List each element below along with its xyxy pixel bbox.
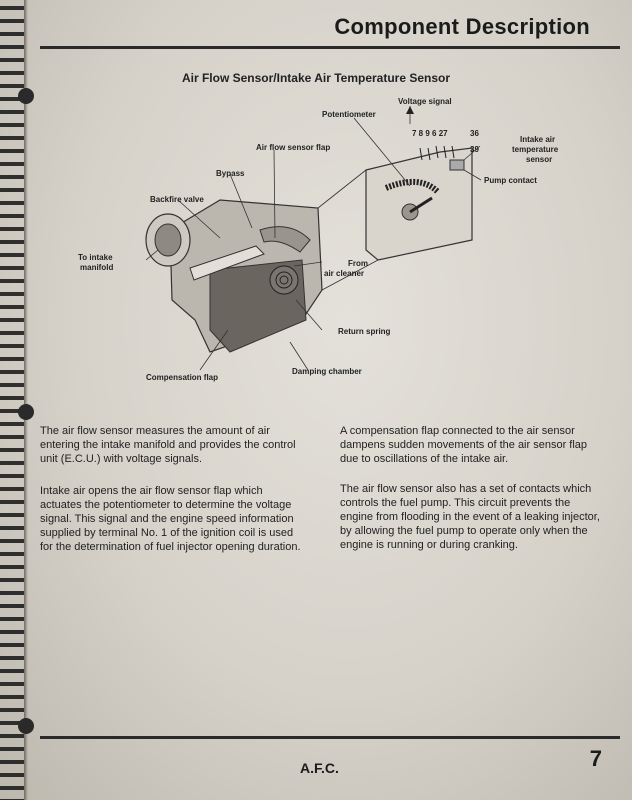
label-terminals: 7 8 9 6 27 [412,129,448,138]
label-backfire-valve: Backfire valve [150,195,204,204]
label-pump-contact: Pump contact [484,176,537,185]
paragraph-fuel-pump-contacts: The air flow sensor also has a set of contacts which controls the fuel pump. This circuit prevents the engine from flooding in the event of a leaking injector, by allowing the fuel pump to operate only when the engine is running or during cranking. [340,483,600,551]
label-return-spring: Return spring [338,327,391,336]
label-intake-air-line3: sensor [526,155,553,164]
header-rule [40,46,620,49]
label-damping-chamber: Damping chamber [292,367,362,376]
label-terminal-36: 36 [470,129,479,138]
label-from-line2: air cleaner [324,269,365,278]
punch-hole [18,718,34,734]
potentiometer-housing [366,146,472,260]
footer-label: A.F.C. [300,760,339,776]
punch-hole [18,404,34,420]
footer-rule [40,736,620,739]
label-intake-air-line2: temperature [512,145,559,154]
label-bypass: Bypass [216,169,245,178]
label-compensation-flap: Compensation flap [146,373,219,382]
paragraph-air-flow-measurement: The air flow sensor measures the amount of air entering the intake manifold and provides the control unit (E.C.U.) with voltage signals. [40,425,296,465]
label-from-line1: From [348,259,368,268]
figure-title: Air Flow Sensor/Intake Air Temperature Sensor [181,71,451,85]
label-terminal-39: 39 [470,145,479,154]
label-to-intake-line2: manifold [80,263,114,272]
spiral-binding [0,0,24,800]
punch-hole [18,88,34,104]
page-number: 7 [589,746,602,771]
air-flow-sensor-housing [146,200,322,352]
label-intake-air-line1: Intake air [520,135,556,144]
air-flow-sensor-diagram [60,90,600,390]
paragraph-compensation-flap: A compensation flap connected to the air sensor dampens sudden movements of the air sensor flap due to oscillations of the intake air. [340,425,588,465]
label-to-intake-line1: To intake [78,253,113,262]
paragraph-flap-potentiometer: Intake air opens the air flow sensor flap which actuates the potentiometer to determine the voltage signal. This signal and the engine speed information supplied by terminal No. 1 of the ignition coil is used for the determination of fuel injector opening duration. [40,485,301,553]
label-air-flow-sensor-flap: Air flow sensor flap [256,143,331,152]
page-title: Component Description [334,14,590,39]
label-voltage-signal: Voltage signal [398,97,452,106]
label-potentiometer: Potentiometer [322,110,376,119]
binding-shadow [24,0,28,800]
